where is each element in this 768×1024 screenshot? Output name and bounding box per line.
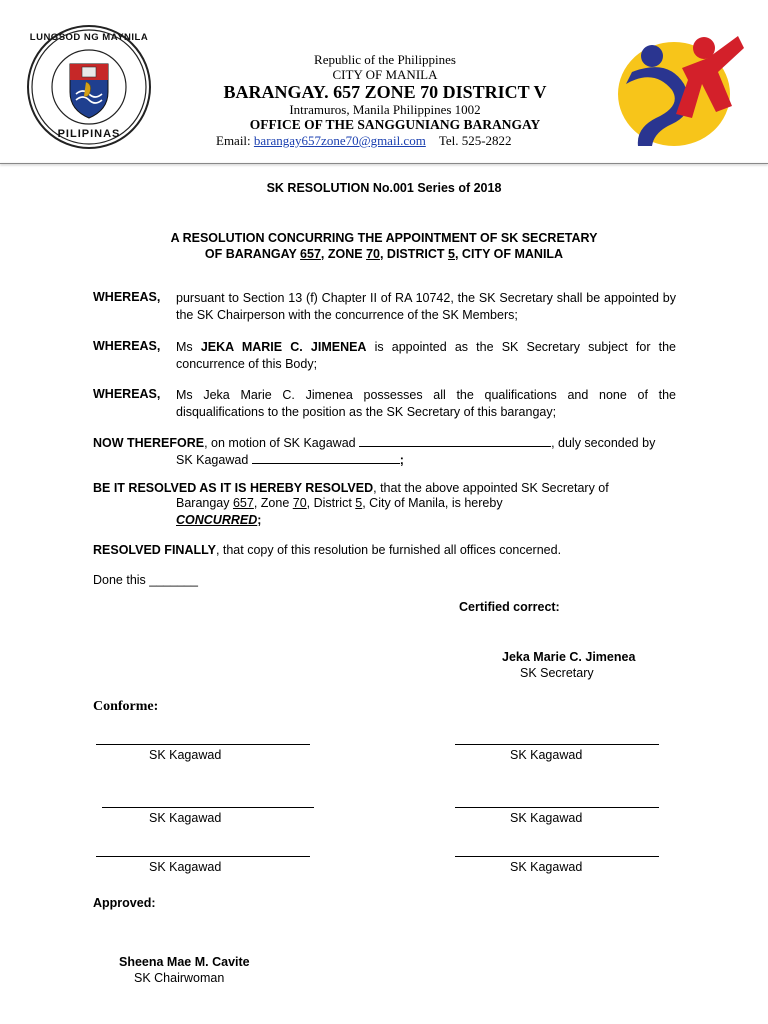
resolved-finally [93, 542, 676, 559]
seal-text-bottom: PILIPINAS [57, 128, 121, 140]
be-it-resolved-text: , City of Manila, is hereby [362, 496, 503, 510]
whereas-text: Ms [176, 340, 201, 354]
now-therefore-text: SK Kagawad [176, 453, 252, 467]
signature-line[interactable] [455, 744, 659, 745]
be-it-resolved-text: , District [306, 496, 356, 510]
signature-line[interactable] [96, 744, 310, 745]
certified-name: Jeka Marie C. Jimenea [502, 650, 636, 664]
signature-line[interactable] [102, 807, 314, 808]
resolution-title-line1: A RESOLUTION CONCURRING THE APPOINTMENT OF SK SECRETARY [170, 231, 598, 245]
barangay-number: 657 [300, 247, 321, 261]
be-it-resolved-text: Barangay [176, 496, 233, 510]
signatory-label: SK Kagawad [149, 860, 222, 874]
whereas-text-1: pursuant to Section 13 (f) Chapter II of RA 10742, the SK Secretary shall be appointed by the SK Chairperson with the concurrence of the SK Members; [176, 291, 676, 322]
be-it-resolved-text: , that the above appointed SK Secretary of [373, 481, 609, 495]
tel-text: Tel. 525-2822 [438, 133, 512, 148]
district-number: 5 [448, 247, 455, 261]
be-it-resolved-lead: BE IT RESOLVED AS IT IS HEREBY RESOLVED [93, 481, 374, 495]
approved-name: Sheena Mae M. Cavite [119, 955, 250, 969]
whereas-label-2: WHEREAS, [93, 339, 161, 353]
signatory-label: SK Kagawad [149, 811, 222, 825]
email-link[interactable]: barangay657zone70@gmail.com [253, 133, 426, 148]
signature-line[interactable] [455, 807, 659, 808]
now-therefore-text: , duly seconded by [551, 436, 656, 450]
resolved-finally-lead: RESOLVED FINALLY [93, 543, 216, 557]
header-city: CITY OF MANILA [332, 67, 438, 82]
approved-title: SK Chairwoman [134, 971, 225, 985]
sk-logo [612, 28, 748, 152]
title-text: , ZONE [320, 247, 367, 261]
header-address: Intramuros, Manila Philippines 1002 [289, 102, 481, 117]
now-therefore-text: , on motion of SK Kagawad [204, 436, 360, 450]
resolved-finally-text: , that copy of this resolution be furnished all offices concerned. [215, 543, 562, 557]
whereas-text-3: Ms Jeka Marie C. Jimenea possesses all the qualifications and none of the disqualifications to the position as the SK Secretary of this barangay; [176, 388, 676, 419]
signatory-label: SK Kagawad [510, 748, 583, 762]
whereas-label-1: WHEREAS, [93, 290, 161, 304]
signatory-label: SK Kagawad [510, 860, 583, 874]
title-text: , DISTRICT [379, 247, 449, 261]
signatory-label: SK Kagawad [149, 748, 222, 762]
done-this: Done this _______ [93, 573, 198, 587]
barangay-number: 657 [232, 496, 254, 510]
sk-logo-icon [612, 28, 748, 152]
manila-seal [26, 24, 152, 150]
signatory-label: SK Kagawad [510, 811, 583, 825]
whereas-label-3: WHEREAS, [93, 387, 161, 401]
zone-number: 70 [292, 496, 307, 510]
mover-blank[interactable] [359, 434, 551, 447]
seal-text-top: LUNGSOD NG MAYNILA [29, 32, 149, 43]
approved-label: Approved: [93, 896, 156, 910]
signature-line[interactable] [96, 856, 310, 857]
resolution-title-line2 [0, 247, 768, 261]
certified-label: Certified correct: [459, 600, 560, 614]
semicolon: ; [399, 453, 404, 467]
now-therefore-line1 [93, 434, 676, 452]
appointee-name: JEKA MARIE C. JIMENEA [200, 340, 367, 354]
header-barangay: BARANGAY. 657 ZONE 70 DISTRICT V [223, 82, 547, 102]
header-country: Republic of the Philippines [314, 52, 456, 67]
seconder-blank[interactable] [252, 451, 400, 464]
be-it-resolved-line1 [93, 480, 676, 497]
be-it-resolved-line3 [176, 513, 261, 527]
resolution-number: SK RESOLUTION No.001 Series of 2018 [266, 181, 502, 195]
whereas-text-2 [176, 339, 676, 373]
title-text: , CITY OF MANILA [454, 247, 564, 261]
be-it-resolved-text: , Zone [253, 496, 293, 510]
be-it-resolved-line2 [176, 496, 503, 510]
semicolon: ; [257, 513, 262, 527]
now-therefore-line2 [176, 451, 404, 467]
signature-line[interactable] [455, 856, 659, 857]
header-divider [0, 163, 768, 164]
certified-title: SK Secretary [520, 666, 594, 680]
zone-number: 70 [366, 247, 380, 261]
title-text: OF BARANGAY [204, 247, 301, 261]
concurred-text: CONCURRED [176, 513, 258, 527]
conforme-label: Conforme: [93, 699, 159, 714]
now-therefore-lead: NOW THEREFORE [93, 436, 205, 450]
district-number: 5 [355, 496, 363, 510]
email-label: Email: [216, 133, 251, 148]
whereas-text: is appointed as the SK Secretary subject for the concurrence of this Body; [176, 340, 676, 371]
header-contact [216, 133, 596, 149]
header-office: OFFICE OF THE SANGGUNIANG BARANGAY [249, 117, 541, 132]
